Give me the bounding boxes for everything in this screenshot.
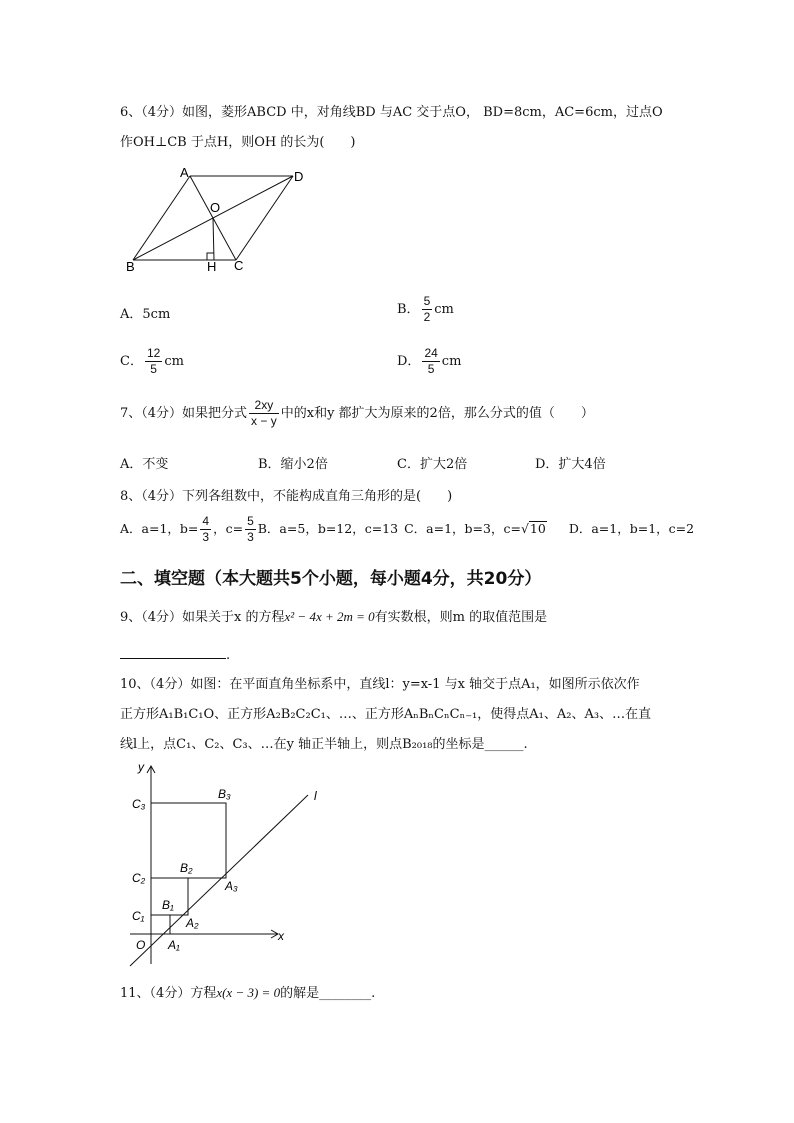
fraction-denominator: 5 — [427, 362, 435, 376]
figure-label-C: C — [234, 258, 244, 273]
q6-option-b — [397, 294, 454, 325]
option-d-prefix: D． — [397, 354, 421, 369]
fraction-denominator: 3 — [202, 530, 210, 544]
q7-stem — [120, 398, 594, 429]
fraction-numerator: 12 — [146, 346, 161, 360]
section-heading: 二、填空题（本大题共5个小题，每小题4分，共20分） — [120, 569, 542, 589]
figure-label-H: H — [207, 259, 217, 274]
fraction-denominator: 2 — [423, 310, 431, 324]
q6-option-a: A．5cm — [120, 307, 171, 322]
fraction-denominator: 3 — [247, 530, 254, 544]
q9-stem — [120, 608, 547, 627]
figure-label-A: A — [180, 165, 189, 180]
q8-stem: 8、（4分）下列各组数中，不能构成直角三角形的是( ) — [120, 489, 453, 504]
q8-option-c-prefix: C．a=1，b= — [404, 521, 483, 536]
q7-option-b: B．缩小2倍 — [258, 457, 328, 472]
fraction — [422, 294, 433, 325]
label-c2: C₂ — [132, 871, 146, 885]
q11-stem-suffix: 的解是________. — [280, 986, 376, 1001]
line-label-l: l — [314, 789, 317, 803]
rhombus-figure — [118, 164, 318, 278]
blank-line[interactable] — [120, 646, 226, 659]
figure-label-D: D — [294, 169, 304, 184]
origin-label: O — [136, 938, 146, 952]
q8-option-c-b: 3 — [483, 521, 491, 536]
q10-line2: 正方形A₁B₁C₁O、正方形A₂B₂C₂C₁、…、正方形AₙBₙCₙCₙ₋₁，使得点A₁、A₂、A₃、…在直 — [120, 707, 652, 722]
q7-fraction — [249, 398, 279, 429]
q6-stem-line2: 作OH⊥CB 于点H，则OH 的长为( ) — [120, 135, 356, 150]
fraction-numerator: 2xy — [249, 398, 279, 414]
q8-option-d: D．a=1，b=1，c=2 — [568, 521, 695, 536]
q7-stem-suffix: 中的x和y 都扩大为原来的2倍，那么分式的值（ ） — [280, 406, 594, 421]
q9-equation: x² − 4x + 2m = 0 — [284, 609, 375, 624]
q8-option-c-mid: ，c= — [490, 521, 521, 536]
fraction — [245, 514, 256, 545]
q9-stem-suffix: 有实数根，则m 的取值范围是 — [374, 610, 548, 625]
q6-option-c — [120, 346, 184, 377]
option-d-unit: cm — [441, 354, 462, 369]
label-a3: A₃ — [225, 879, 238, 893]
label-b2: B₂ — [180, 861, 193, 875]
period: . — [226, 648, 231, 663]
fraction — [200, 514, 211, 545]
label-b3: B₃ — [218, 787, 231, 801]
axis-label-y: y — [138, 760, 144, 774]
q8-option-a-prefix: A．a=1，b= — [120, 521, 199, 536]
figure-label-B: B — [126, 259, 135, 274]
sqrt-radicand: 10 — [529, 521, 546, 536]
q11-equation: x(x − 3) = 0 — [216, 985, 281, 1000]
label-c3: C₃ — [132, 797, 146, 811]
label-a1: A₁ — [168, 938, 180, 952]
q10-line1: 10、（4分）如图：在平面直角坐标系中，直线l：y=x-1 与x 轴交于点A₁，如图所示依次作 — [120, 677, 640, 692]
q9-stem-prefix: 9、（4分）如果关于x 的方程 — [120, 610, 285, 625]
q8-option-a-mid: ，c= — [213, 521, 244, 536]
fraction — [422, 346, 439, 377]
label-c1: C₁ — [132, 909, 145, 923]
sqrt-sign: √ — [520, 521, 529, 536]
option-c-unit: cm — [164, 354, 184, 369]
q8-option-b: B．a=5，b=12，c=13 — [257, 521, 399, 536]
q11-stem-prefix: 11、（4分）方程 — [120, 986, 217, 1001]
q10-line3: 线l上，点C₁、C₂、C₃、…在y 轴正半轴上，则点B₂₀₁₈的坐标是______. — [120, 737, 528, 752]
q9-answer-blank[interactable] — [120, 646, 230, 665]
q8-options — [120, 514, 694, 545]
label-b1: B₁ — [162, 898, 174, 912]
q7-option-d: D．扩大4倍 — [535, 457, 606, 472]
fraction-numerator: 4 — [202, 514, 210, 528]
axis-label-x: x — [278, 929, 284, 943]
q6-stem-line1: 6、（4分）如图，菱形ABCD 中，对角线BD 与AC 交于点O， BD=8cm，AC=6cm，过点O — [120, 105, 663, 120]
q11-stem — [120, 984, 375, 1003]
q6-option-d — [397, 346, 461, 377]
option-b-unit: cm — [434, 302, 454, 317]
fraction-denominator: x − y — [251, 414, 277, 428]
fraction-numerator: 5 — [423, 294, 431, 308]
fraction-denominator: 5 — [150, 362, 157, 376]
q7-option-a: A．不变 — [120, 457, 169, 472]
figure-label-O: O — [210, 200, 221, 215]
q7-option-c: C．扩大2倍 — [397, 457, 468, 472]
fraction-numerator: 24 — [424, 346, 438, 360]
fraction — [145, 346, 162, 377]
label-a2: A₂ — [186, 916, 199, 930]
option-c-prefix: C． — [120, 354, 143, 369]
q7-stem-prefix: 7、（4分）如果把分式 — [120, 406, 248, 421]
fraction-numerator: 5 — [247, 514, 254, 528]
option-b-prefix: B． — [397, 302, 420, 317]
coordinate-figure — [118, 758, 318, 972]
